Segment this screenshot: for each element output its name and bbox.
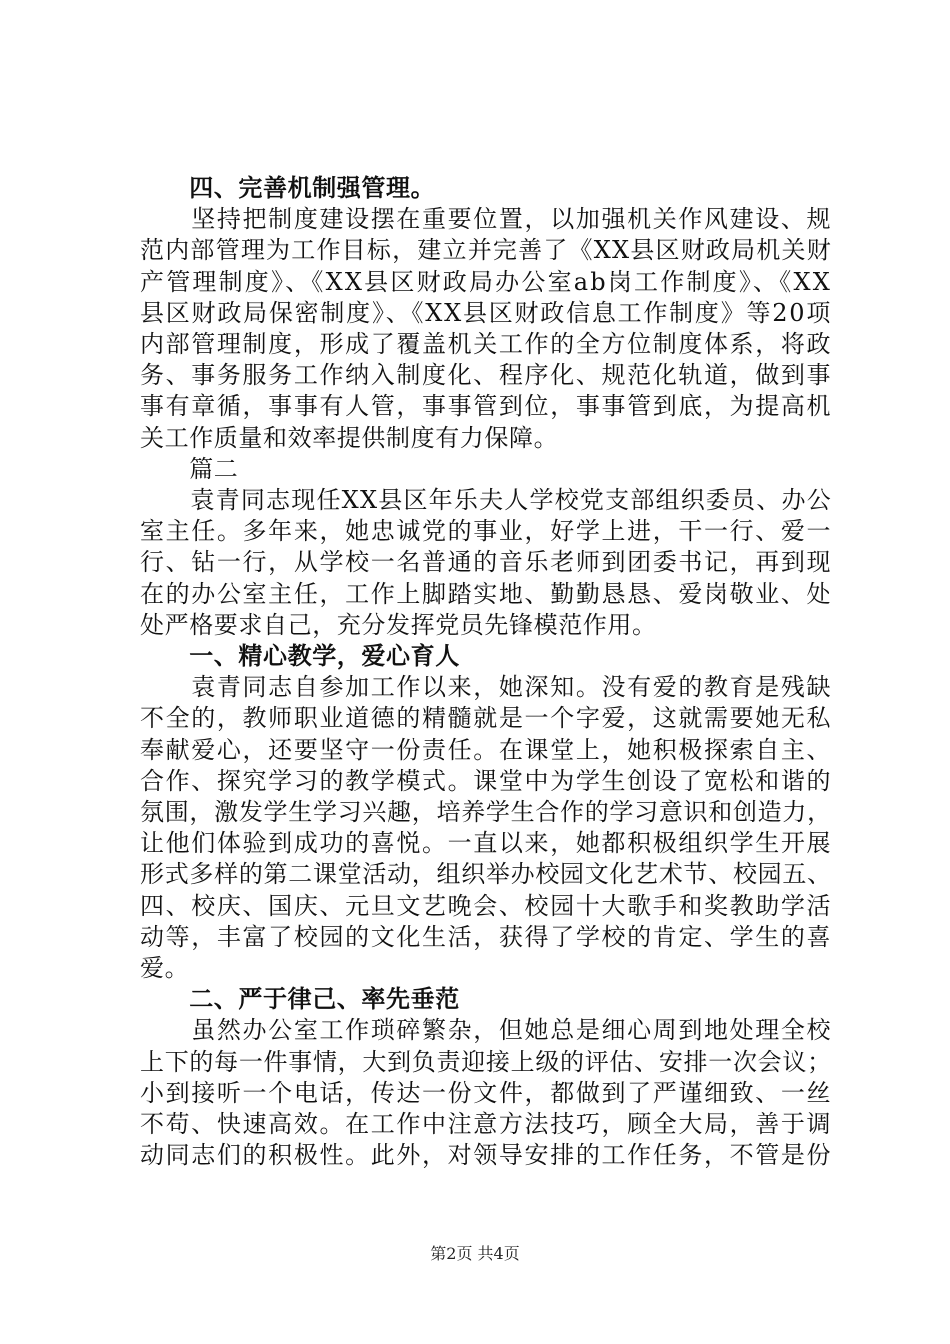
paragraph-line: 让他们体验到成功的喜悦。一直以来，她都积极组织学生开展: [140, 829, 833, 858]
paragraph-line: 合作、探究学习的教学模式。课堂中为学生创设了宽松和谐的: [140, 766, 833, 795]
paragraph-line: 务、事务服务工作纳入制度化、程序化、规范化轨道，做到事: [140, 361, 833, 390]
paragraph-line: 动同志们的积极性。此外，对领导安排的工作任务，不管是份: [140, 1141, 833, 1170]
paragraph-line: 事有章循，事事有人管，事事管到位，事事管到底，为提高机: [140, 392, 833, 421]
paragraph-line: 奉献爱心，还要坚守一份责任。在课堂上，她积极探索自主、: [140, 735, 833, 764]
paragraph-line: 虽然办公室工作琐碎繁杂，但她总是细心周到地处理全校: [140, 1016, 833, 1045]
paragraph-line: 袁青同志现任XX县区年乐夫人学校党支部组织委员、办公: [140, 486, 832, 514]
section-heading: 二、严于律己、率先垂范: [140, 985, 460, 1014]
paragraph-line: 不全的，教师职业道德的精髓就是一个字爱，这就需要她无私: [140, 704, 833, 733]
paragraph-line: 关工作质量和效率提供制度有力保障。: [140, 423, 559, 452]
paragraph-line: 动等，丰富了校园的文化生活，获得了学校的肯定、学生的喜: [140, 922, 833, 951]
paragraph-line: 范内部管理为工作目标，建立并完善了《XX县区财政局机关财: [140, 236, 832, 265]
paragraph-line: 篇二: [140, 454, 239, 483]
paragraph-line: 坚持把制度建设摆在重要位置，以加强机关作风建设、规: [140, 205, 833, 234]
paragraph-line: 爱。: [140, 954, 190, 982]
page-footer: 第2页 共4页: [430, 1244, 520, 1263]
paragraph-line: 形式多样的第二课堂活动，组织举办校园文化艺术节、校园五、: [140, 860, 832, 889]
paragraph-line: 内部管理制度，形成了覆盖机关工作的全方位制度体系，将政: [140, 330, 833, 358]
section-heading: 一、精心教学，爱心育人: [140, 642, 460, 670]
paragraph-line: 小到接听一个电话，传达一份文件，都做到了严谨细致、一丝: [140, 1078, 833, 1107]
section-heading: 四、完善机制强管理。: [140, 174, 436, 202]
paragraph-line: 县区财政局保密制度》、《XX县区财政信息工作制度》等20项: [140, 298, 833, 327]
paragraph-line: 在的办公室主任，工作上脚踏实地、勤勤恳恳、爱岗敬业、处: [140, 579, 833, 608]
paragraph-line: 不苟、快速高效。在工作中注意方法技巧，顾全大局，善于调: [140, 1110, 833, 1138]
paragraph-line: 四、校庆、国庆、元旦文艺晚会、校园十大歌手和奖教助学活: [140, 891, 833, 920]
paragraph-line: 袁青同志自参加工作以来，她深知。没有爱的教育是残缺: [140, 673, 833, 702]
paragraph-line: 行、钻一行，从学校一名普通的音乐老师到团委书记，再到现: [140, 548, 833, 577]
paragraph-line: 产管理制度》、《XX县区财政局办公室ab岗工作制度》、《XX: [140, 267, 833, 296]
paragraph-line: 处严格要求自己，充分发挥党员先锋模范作用。: [140, 610, 657, 639]
paragraph-line: 氛围，激发学生学习兴趣，培养学生合作的学习意识和创造力，: [140, 798, 832, 826]
paragraph-line: 室主任。多年来，她忠诚党的事业，好学上进，干一行、爱一: [140, 517, 833, 546]
paragraph-line: 上下的每一件事情，大到负责迎接上级的评估、安排一次会议；: [140, 1047, 832, 1076]
